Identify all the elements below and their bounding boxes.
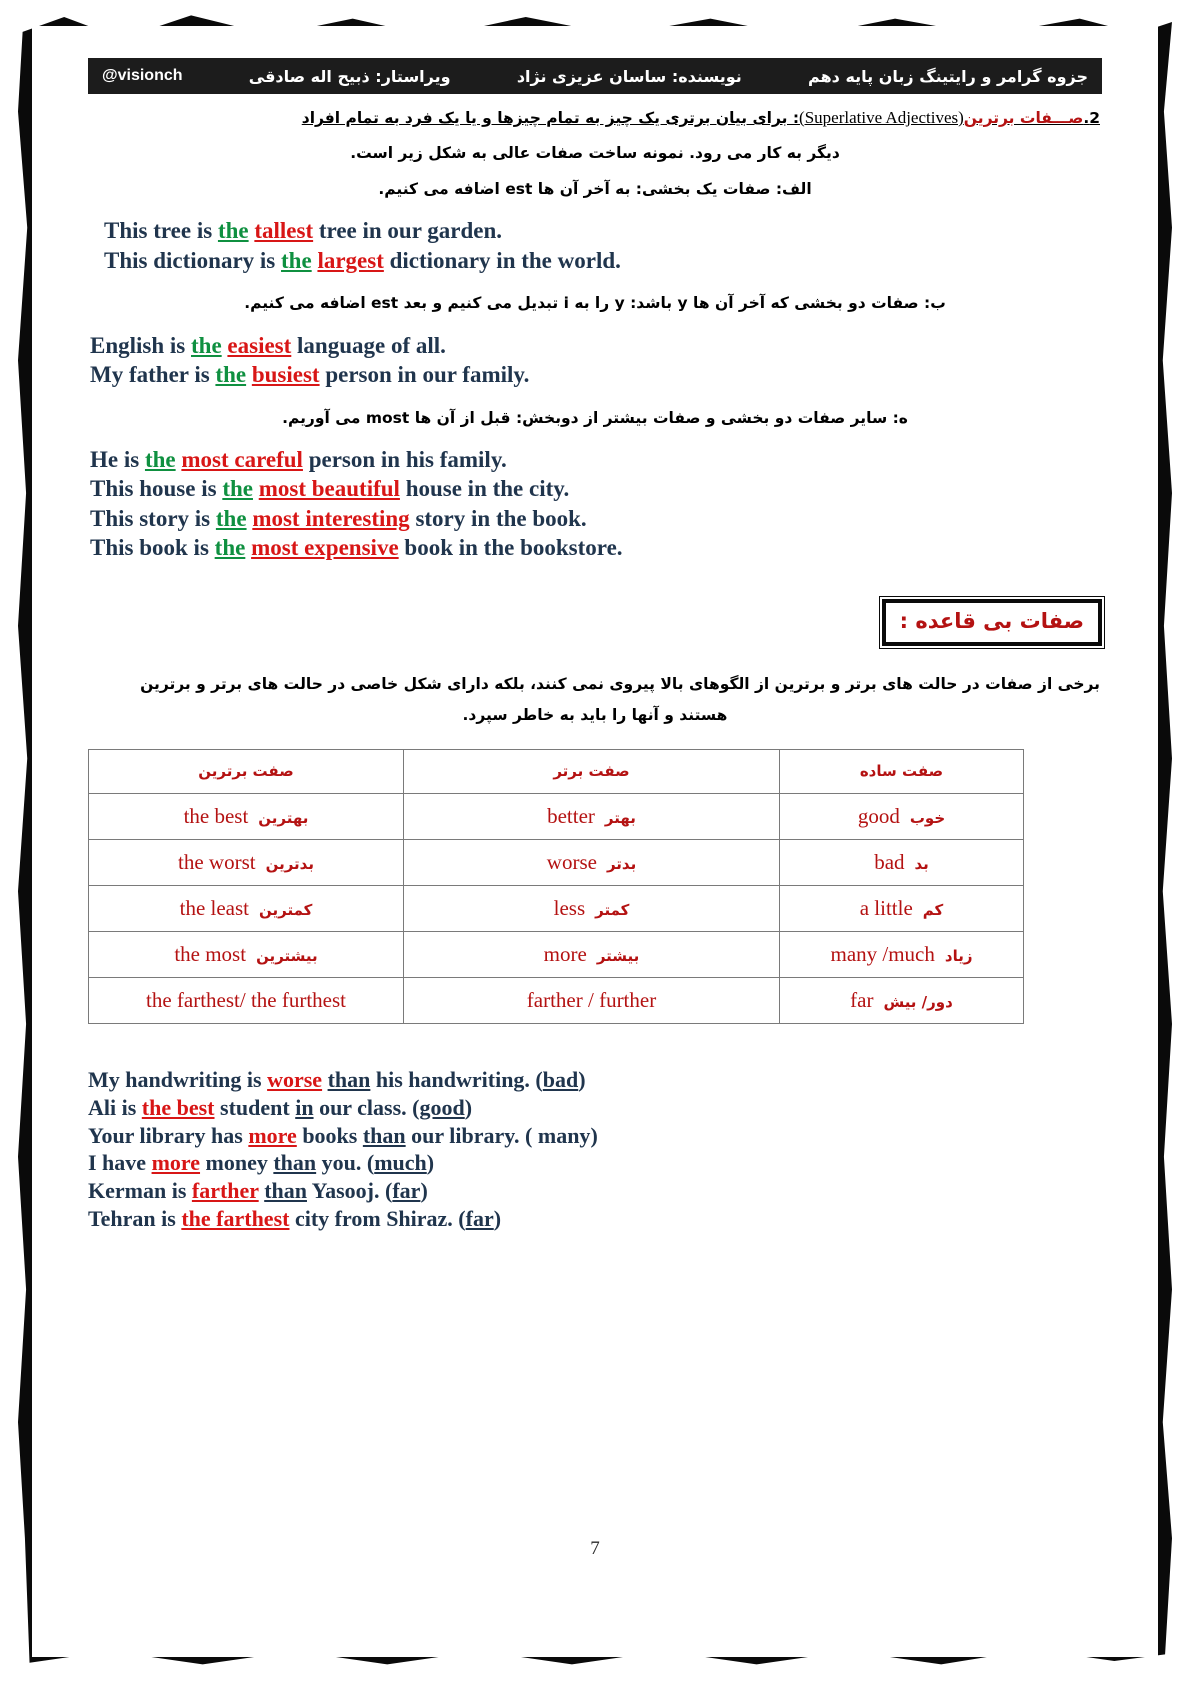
base-adjective-hint: far: [392, 1178, 421, 1204]
article-the: the: [222, 476, 253, 502]
example-text-post: story in the book.: [409, 505, 587, 531]
header-author: نویسنده: ساسان عزیزی نژاد: [516, 66, 742, 86]
sentence-part: books: [296, 1122, 363, 1148]
superlative-farsi: بدترین: [265, 854, 314, 873]
example-text-post: person in our family.: [319, 362, 530, 388]
cell-simple: [780, 839, 1024, 885]
underlined-word: than: [327, 1066, 371, 1092]
header-book-title: جزوه گرامر و رایتینگ زبان پایه دهم: [808, 66, 1088, 86]
example-text-post: dictionary in the world.: [383, 247, 621, 273]
cell-superlative: [89, 977, 404, 1023]
example-text-pre: This story is: [90, 505, 216, 531]
document-header-bar: [88, 58, 1102, 94]
sentence-part: I have: [88, 1150, 152, 1176]
superlative-word: most expensive: [251, 535, 399, 561]
superlative-word: the farthest: [181, 1206, 290, 1232]
simple-english: a little: [859, 895, 913, 920]
superlative-word: busiest: [251, 362, 320, 388]
table-row: [89, 793, 1024, 839]
column-header-comparative: صفت برتر: [404, 749, 780, 793]
sentence-part: ): [426, 1150, 435, 1176]
superlative-word: easiest: [227, 332, 292, 358]
section-title-rest: : برای بیان برتری یک چیز به تمام چیزها و یا یک فرد به تمام افراد: [301, 109, 800, 127]
comparative-farsi: بیشتر: [596, 946, 640, 965]
example-text-pre: He is: [90, 446, 145, 472]
underlined-word: in: [295, 1094, 314, 1120]
cell-comparative: [404, 793, 780, 839]
article-the: the: [215, 505, 247, 531]
rule-he: ه: سایر صفات دو بخشی و صفات بیشتر از دوبخش: قبل از آن ها most می آوریم.: [282, 408, 908, 427]
superlative-word: largest: [317, 247, 384, 273]
cell-simple: [780, 885, 1024, 931]
rule-alef: الف: صفات یک بخشی: به آخر آن ها est اضافه می کنیم.: [378, 179, 812, 198]
superlative-farsi: بیشترین: [256, 946, 318, 965]
superlative-english: the most: [174, 941, 247, 966]
example-most-1: [60, 433, 1130, 474]
cell-simple: [780, 793, 1024, 839]
sentence-part: our class. (: [313, 1094, 420, 1120]
rule-be: ب: صفات دو بخشی که آخر آن ها y باشد: y را به i تبدیل می کنیم و بعد est اضافه می کنیم.: [244, 294, 946, 313]
section-number: 2.: [1083, 109, 1100, 127]
cell-superlative: [89, 793, 404, 839]
example-text-post: house in the city.: [399, 476, 570, 502]
section-title-line2: دیگر به کار می رود. نمونه ساخت صفات عالی به شکل زیر است.: [350, 144, 840, 163]
table-row: [89, 885, 1024, 931]
irregular-adjectives-table: [88, 749, 1024, 1024]
sentence-part: city from Shiraz. (: [289, 1206, 466, 1232]
superlative-word: most beautiful: [258, 476, 400, 502]
header-editor: ویراستار: ذبیح اله صادقی: [248, 66, 451, 86]
sentence-part: our library. (: [405, 1122, 538, 1148]
comparative-english: better: [547, 803, 595, 828]
simple-farsi: دور/ بیش: [883, 992, 953, 1011]
superlative-english: the farthest/ the furthest: [145, 987, 346, 1012]
table-row: [89, 839, 1024, 885]
sentence-part: money: [200, 1150, 274, 1176]
sentence-part: student: [214, 1094, 296, 1120]
comparative-farsi: کمتر: [595, 900, 630, 919]
table-row: [89, 931, 1024, 977]
comparative-english: more: [543, 941, 587, 966]
irregular-adjectives-heading: صفات بی قاعده :: [882, 599, 1102, 646]
sentence-part: ): [464, 1094, 473, 1120]
sentence-part: you. (: [316, 1150, 375, 1176]
section-title: [60, 94, 1130, 133]
example-most-2: [60, 474, 1130, 503]
final-example-3: [88, 1122, 1130, 1150]
example-iest-1: [60, 319, 1130, 360]
example-most-3: [60, 504, 1130, 533]
example-text-pre: This book is: [90, 535, 215, 561]
base-adjective-hint: good: [419, 1094, 465, 1120]
example-est-1: [60, 204, 1130, 245]
underlined-word: than: [264, 1178, 307, 1204]
section-title-farsi: صـــفات برترین: [963, 109, 1084, 127]
cell-superlative: [89, 885, 404, 931]
example-text-post: language of all.: [291, 332, 446, 358]
example-text-pre: This dictionary is: [104, 247, 282, 273]
sentence-part: ): [420, 1178, 428, 1204]
sentence-part: ): [493, 1206, 502, 1232]
section-title-english: (Superlative Adjectives): [799, 108, 964, 127]
irregular-intro-line1: برخی از صفات در حالت های برتر و برترین از الگوهای بالا پیروی نمی کنند، بلکه دارای شکل خاصی در حالت های برتر و برترین: [140, 674, 1100, 693]
column-header-superlative: صفت برترین: [89, 749, 404, 793]
base-adjective-hint: bad: [542, 1066, 579, 1092]
article-the: the: [217, 218, 249, 244]
comparative-word: the best: [141, 1094, 215, 1120]
cell-superlative: [89, 839, 404, 885]
sentence-part: Ali is: [88, 1094, 142, 1120]
superlative-english: the best: [183, 803, 249, 828]
superlative-word: most careful: [181, 446, 303, 472]
underlined-word: than: [362, 1122, 406, 1148]
simple-english: many /much: [830, 941, 935, 966]
article-the: the: [191, 332, 222, 358]
superlative-farsi: بهترین: [258, 808, 309, 827]
final-examples-list: [60, 1066, 1130, 1234]
superlative-word: tallest: [254, 218, 314, 244]
example-text-post: tree in our garden.: [313, 218, 503, 244]
sentence-part: Kerman is: [88, 1178, 192, 1204]
article-the: the: [214, 535, 246, 561]
irregular-intro-line2: هستند و آنها را باید به خاطر سپرد.: [462, 706, 728, 725]
final-example-5: [88, 1177, 1130, 1205]
example-iest-2: [60, 360, 1130, 389]
sentence-part: ): [578, 1066, 586, 1092]
cell-simple: [780, 977, 1024, 1023]
sentence-part: his handwriting. (: [370, 1066, 543, 1092]
sentence-part: Yasooj. (: [306, 1178, 393, 1204]
comparative-farsi: بهتر: [604, 808, 636, 827]
cell-comparative: [404, 977, 780, 1023]
final-example-2: [88, 1094, 1130, 1122]
superlative-word: most interesting: [252, 505, 410, 531]
underlined-word: than: [273, 1150, 317, 1176]
example-text-post: person in his family.: [302, 446, 507, 472]
page-content: [60, 46, 1130, 1626]
comparative-word: farther: [191, 1178, 259, 1204]
table-header-row: [89, 749, 1024, 793]
comparative-english: worse: [546, 849, 597, 874]
article-the: the: [215, 362, 247, 388]
simple-english: far: [850, 987, 874, 1012]
example-text-pre: This tree is: [104, 218, 218, 244]
example-text-pre: English is: [90, 332, 191, 358]
superlative-english: the least: [179, 895, 249, 920]
example-text-pre: This house is: [90, 476, 223, 502]
simple-farsi: خوب: [909, 808, 946, 827]
final-example-6: [88, 1205, 1130, 1233]
page-number: 7: [590, 1538, 600, 1559]
sentence-part: Tehran is: [88, 1206, 182, 1232]
comparative-word: more: [248, 1122, 297, 1148]
example-most-4: [60, 533, 1130, 562]
article-the: the: [144, 446, 176, 472]
base-adjective-hint: many: [537, 1122, 591, 1148]
article-the: the: [281, 247, 312, 273]
simple-farsi: زیاد: [944, 946, 973, 965]
irregular-heading-wrapper: [60, 599, 1130, 646]
table-row: [89, 977, 1024, 1023]
header-channel-handle: @visionch: [102, 67, 183, 84]
column-header-simple: صفت ساده: [780, 749, 1024, 793]
base-adjective-hint: much: [374, 1150, 427, 1176]
comparative-word: worse: [267, 1066, 323, 1092]
simple-english: good: [857, 803, 900, 828]
cell-comparative: [404, 839, 780, 885]
comparative-word: more: [151, 1150, 201, 1176]
comparative-english: farther / further: [526, 987, 657, 1012]
example-text-post: book in the bookstore.: [398, 535, 623, 561]
superlative-farsi: کمترین: [259, 900, 313, 919]
simple-farsi: کم: [922, 900, 944, 919]
cell-comparative: [404, 931, 780, 977]
superlative-english: the worst: [178, 849, 256, 874]
simple-farsi: بد: [914, 854, 929, 873]
sentence-part: Your library has: [88, 1122, 249, 1148]
comparative-farsi: بدتر: [606, 854, 637, 873]
base-adjective-hint: far: [465, 1206, 494, 1232]
example-text-pre: My father is: [90, 362, 216, 388]
comparative-english: less: [553, 895, 586, 920]
sentence-part: ): [590, 1122, 598, 1148]
final-example-1: [88, 1066, 1130, 1094]
cell-comparative: [404, 885, 780, 931]
cell-simple: [780, 931, 1024, 977]
final-example-4: [88, 1149, 1130, 1177]
sentence-part: My handwriting is: [88, 1066, 268, 1092]
cell-superlative: [89, 931, 404, 977]
simple-english: bad: [874, 849, 905, 874]
example-est-2: [60, 246, 1130, 275]
